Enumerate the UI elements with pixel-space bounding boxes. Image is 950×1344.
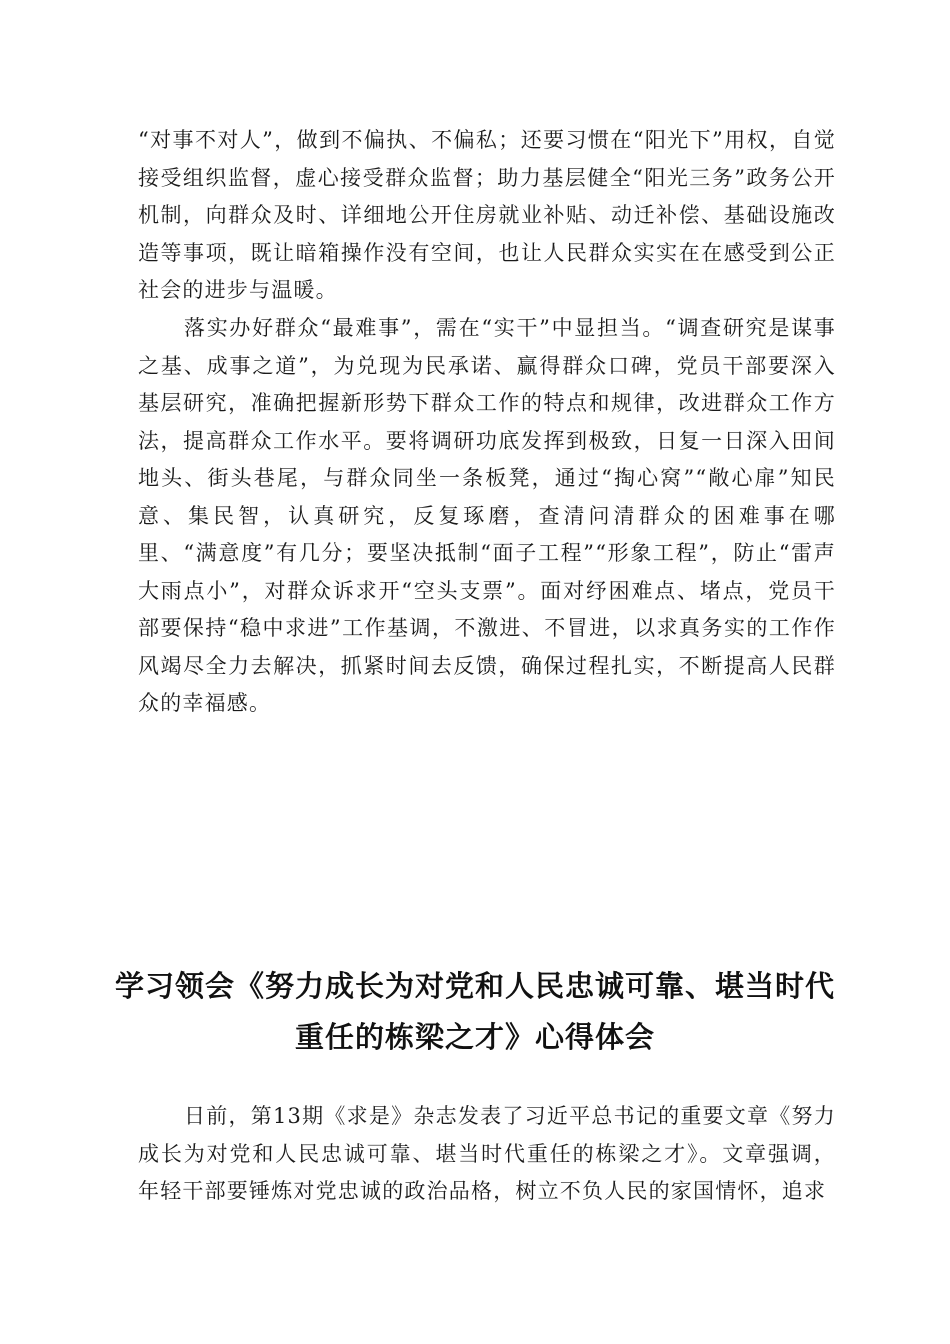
paragraph-hardest-matters: 落实办好群众“最难事”，需在“实干”中显担当。“调查研究是谋事之基、成事之道”，为兑现为民承诺、赢得群众口碑，党员干部要深入基层研究，准确把握新形势下群众工作的特点和规律，改进群众工作方法，提高群众工作水平。要将调研功底发挥到极致，日复一日深入田间地头、街头巷尾，与群众同坐一条板凳，通过“掏心窝”“敞心扉”知民意、集民智，认真研究，反复琢磨，查清问清群众的困难事在哪里、“满意度”有几分；要坚决抵制“面子工程”“形象工程”，防止“雷声大雨点小”，对群众诉求开“空头支票”。面对纾困难点、堵点，党员干部要保持“稳中求进”工作基调，不激进、不冒进，以求真务实的工作作风竭尽全力去解决，抓紧时间去反馈，确保过程扎实，不断提高人民群众的幸福感。 [138,316,836,715]
article-title-line-2: 重任的栋梁之才》心得体会 [294,1020,655,1054]
article-title [100,961,850,1063]
paragraph-intro: 日前，第13期《求是》杂志发表了习近平总书记的重要文章《努力成长为对党和人民忠诚可靠、堪当时代重任的栋梁之才》。文章强调，年轻干部要锤炼对党忠诚的政治品格，树立不负人民的家国情怀，追求 [138,1104,836,1203]
paragraph-public-power: “对事不对人”，做到不偏执、不偏私；还要习惯在“阳光下”用权，自觉接受组织监督，虚心接受群众监督；助力基层健全“阳光三务”政务公开机制，向群众及时、详细地公开住房就业补贴、动迁补偿、基础设施改造等事项，既让暗箱操作没有空间，也让人民群众实实在在感受到公正社会的进步与温暖。 [138,128,836,302]
article-title-line-1: 学习领会《努力成长为对党和人民忠诚可靠、堪当时代 [114,969,835,1003]
